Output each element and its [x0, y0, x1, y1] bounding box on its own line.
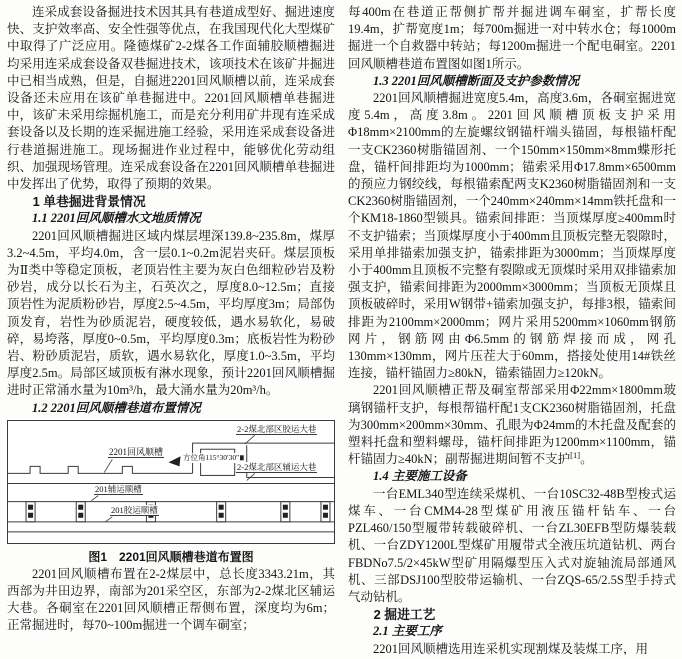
right-column: [348, 4, 676, 655]
section-1-1-heading: 1.1 2201回风顺槽水文地质情况: [32, 211, 201, 226]
label-201-auxiliary-gateroad: 201辅运顺槽: [95, 483, 142, 494]
label-north-auxiliary-main: 2-2煤北部区辅运大巷: [237, 461, 317, 472]
label-azimuth-angle: 方位角115°30′30″: [183, 452, 240, 462]
side-support-text: 2201回风顺槽正帮及硐室帮部采用Φ22mm×1800mm玻璃钢锚杆支护，每根帮锚杆配1支CK2360树脂锚固剂，托盘为300mm×200mm×30mm、孔眼为Φ24mm的木托盘及配套的塑料托盘和塑料螺母，锚杆间排距为1200mm×1100mm，锚杆锚固力≥40kN；副帮掘进期间暂不支护: [348, 383, 676, 467]
figure-caption: 图1 2201回风顺槽巷道布置图: [88, 549, 254, 564]
support-parameters-paragraph: 2201回风顺槽掘进宽度5.4m，高度3.6m，各硐室掘进宽度5.4m，高度3.8m。2201回风顺槽顶板支护采用Φ18mm×2100mm的左旋螺纹钢锚杆端头锚固，每根锚杆配一支CK2360树脂锚固剂、一个150mm×150mm×8mm蝶形托盘，锚杆间排距均为1000mm；锚索采用Φ17.8mm×6500mm的预应力钢绞线，每根锚索配两支K2360树脂锚固剂和一支CK2360树脂锚固剂，一个240mm×240mm×14mm铁托盘和一个KM18-1860型锁具。锚索间排距：当顶煤厚度≥400mm时不支护锚索；当顶煤厚度小于400mm且顶板完整无裂隙时，采用单排锚索加强支护，锚索排距为3000mm；当顶煤厚度小于400mm且顶板不完整有裂隙或无顶煤时采用双排锚索加强支护，锚索间排距为2000mm×3000mm；当顶板无顶煤且顶板破碎时，采用W钢带+锚索加强支护，每排3根，锚索间排距为2100mm×2000mm；网片采用5200mm×1060mm钢筋网片，钢筋网由Φ6.5mm的钢筋焊接而成，网孔130mm×130mm，网片压茬大于60mm，搭接处使用14#铁丝连接，锚杆锚固力≥80kN，锚索锚固力≥120kN。: [348, 91, 676, 381]
section-1-3-heading: 1.3 2201回风顺槽断面及支护参数情况: [373, 73, 580, 88]
section-1-heading: 1 单巷掘进背景情况: [32, 194, 146, 210]
process-paragraph: 2201回风顺槽选用连采机实现割煤及装煤工序，用: [373, 641, 649, 655]
roadway-layout-figure: [7, 420, 335, 565]
layout-paragraph: 2201回风顺槽布置在2-2煤层中，总长度3343.21m，其西部为井田边界，南部为201采空区，东部为2-2煤北区辅运大巷。各硐室在2201回风顺槽正帮侧布置，深度均为6m；正常掘进时，每70~100m掘进一个调车硐室；: [7, 566, 335, 633]
label-201-belt-gateroad: 201胶运顺槽: [111, 504, 158, 515]
roadway-diagram: [8, 421, 334, 543]
left-column: [7, 4, 335, 655]
section-2-1-heading: 2.1 主要工序: [373, 624, 442, 639]
section-1-4-heading: 1.4 主要施工设备: [373, 469, 467, 484]
section-1-2-heading: 1.2 2201回风顺槽巷道布置情况: [32, 400, 201, 415]
equipment-paragraph: 一台EML340型连续采煤机、一台10SC32-48B型梭式运煤车、一台CMM4-28型煤矿用液压锚杆钻车、一台PZL460/150型履带转载破碎机、一台ZL30EFB型防爆装载机、一台ZDY1200L型煤矿用履带式全液压坑道钻机、两台FBDNo7.5/2×45kW型矿用隔爆型压入式对旋轴流局部通风机、三部DSJ100型胶带运输机、一台ZQS-65/2.5S型手持式气动钻机。: [348, 486, 676, 604]
figure-frame: [7, 420, 335, 544]
hydrogeology-paragraph: 2201回风顺槽掘进区域内煤层埋深139.8~235.8m，煤厚3.2~4.5m，平均4.0m，含一层0.1~0.2m泥岩夹矸。煤层顶板为Ⅱ类中等稳定顶板，老顶岩性主要为灰白色细粒砂岩及粉砂岩，成分以长石为主，石英次之，厚度8.0~12.5m；直接顶岩性为泥质粉砂岩，厚度2.5~4.5m，平均厚度3m；局部伪顶发育，岩性为砂质泥岩，硬度较低，遇水易软化，易破碎，易垮落，厚度0~0.5m，平均厚度0.3m；底板岩性为粉砂岩、粉砂质泥岩，质软，遇水易软化，厚度1.0~3.5m，平均厚度2.5m。局部区域顶板有淋水现象，预计2201回风顺槽掘进时正常涌水量为10m³/h，最大涌水量为20m³/h。: [7, 228, 335, 398]
intro-paragraph: 连采成套设备掘进技术因其具有巷道成型好、掘进速度快、支护效率高、安全性强等优点，在我国现代化大型煤矿中取得了广泛应用。隆德煤矿2-2煤各工作面辅胶顺槽掘进均采用连采成套设备双巷掘进技术，该项技术在该矿井掘进中已相当成熟，但是，自掘进2201回风顺槽以前，连采成套设备还未应用在该矿单巷掘进中。2201回风顺槽单巷掘进中，该矿未采用综掘机施工，而是充分利用矿井现有连采成套设备以及长期的连采掘进施工经验，采用连采成套设备进行巷道掘进施工。现场掘进作业过程中，能够优化劳动组织、加强现场管理。连采成套设备在2201回风顺槽单巷掘进中发挥出了优势，取得了预期的效果。: [7, 5, 335, 192]
side-support-paragraph: [348, 382, 676, 468]
section-2-heading: 2 掘进工艺: [373, 607, 436, 623]
label-2201-return-airway: 2201回风顺槽: [109, 446, 164, 457]
continuation-paragraph: 每400m在巷道正帮侧扩帮并掘进调车硐室，扩帮长度19.4m，扩帮宽度1m；每700m掘进一对中转水仓；每1000m掘进一个自救器中转站；每1200m掘进一个配电硐室。2201回风顺槽巷道布置图如图1所示。: [348, 5, 676, 71]
side-support-text-end: 。: [580, 452, 593, 467]
reference-superscript: [1]: [570, 450, 581, 461]
label-north-belt-main: 2-2煤北部区胶运大巷: [237, 423, 317, 434]
